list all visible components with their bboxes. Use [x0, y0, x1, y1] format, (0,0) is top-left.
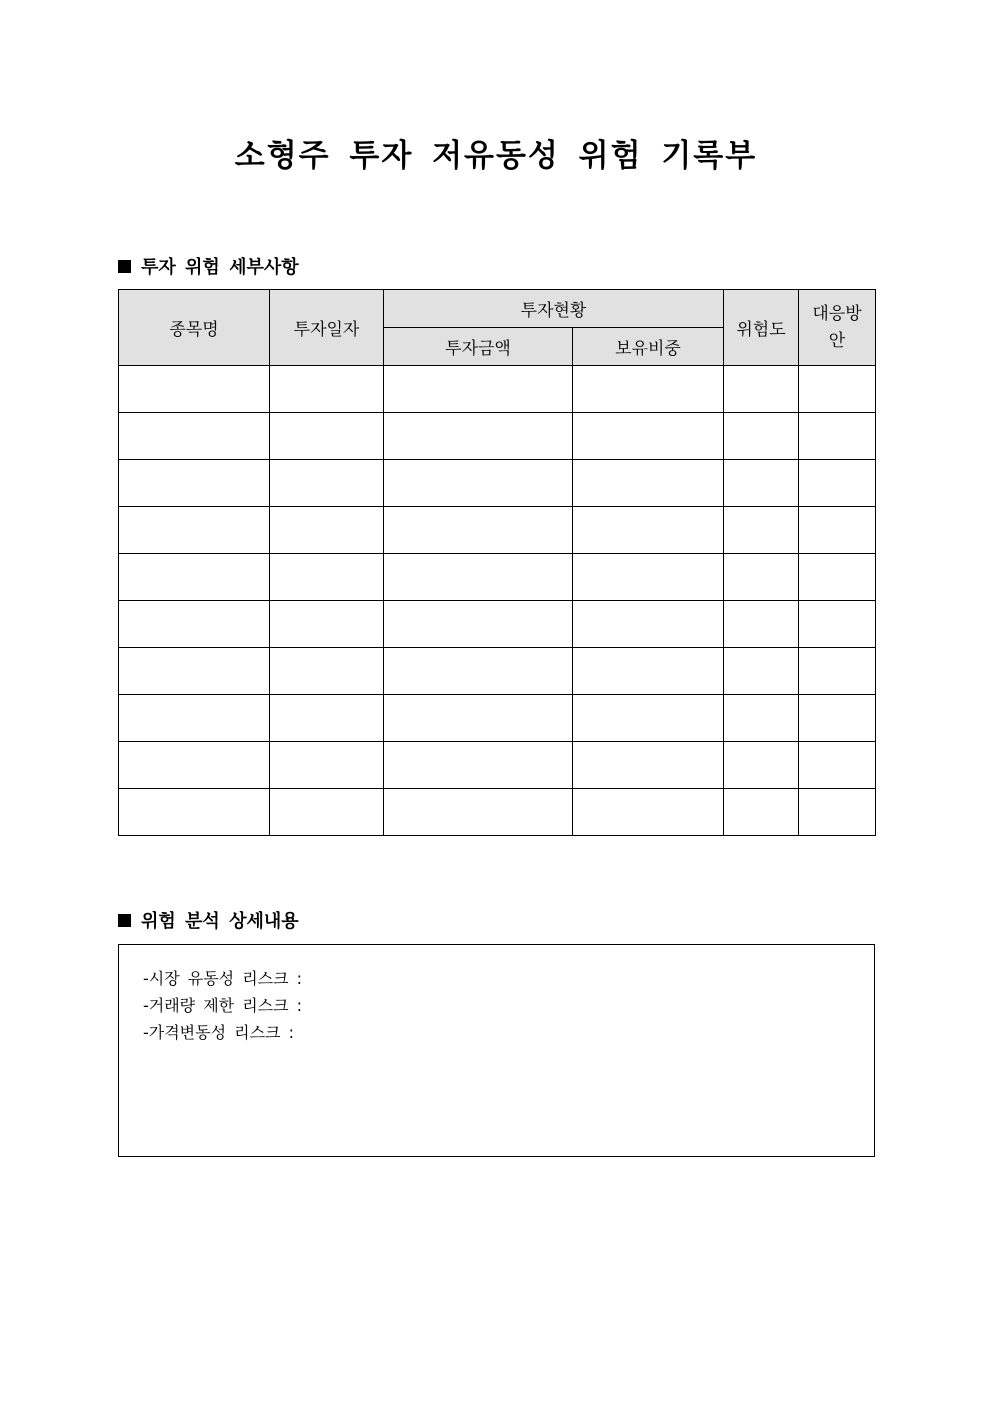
- page-title: 소형주 투자 저유동성 위험 기록부: [234, 138, 758, 174]
- table-cell[interactable]: [573, 554, 724, 601]
- table-row: [119, 554, 876, 601]
- risk-analysis-list: [143, 965, 874, 1046]
- section-heading-risk-analysis: [118, 907, 299, 933]
- table-cell[interactable]: [119, 695, 270, 742]
- table-cell[interactable]: [573, 742, 724, 789]
- table-row: [119, 366, 876, 413]
- section-heading-label: 투자 위험 세부사항: [141, 257, 299, 278]
- table-cell[interactable]: [119, 554, 270, 601]
- table-cell[interactable]: [270, 507, 384, 554]
- table-cell[interactable]: [384, 460, 573, 507]
- table-cell[interactable]: [270, 648, 384, 695]
- table-cell[interactable]: [119, 789, 270, 836]
- risk-details-table: [118, 289, 876, 836]
- table-cell[interactable]: [724, 413, 799, 460]
- header-risk-level: 위험도: [724, 290, 799, 366]
- table-cell[interactable]: [270, 413, 384, 460]
- table-cell[interactable]: [724, 601, 799, 648]
- header-invest-date: 투자일자: [270, 290, 384, 366]
- table-row: [119, 742, 876, 789]
- header-countermeasure: [799, 290, 876, 366]
- table-cell[interactable]: [724, 366, 799, 413]
- table-cell[interactable]: [573, 366, 724, 413]
- table-cell[interactable]: [384, 366, 573, 413]
- table-cell[interactable]: [799, 695, 876, 742]
- table-cell[interactable]: [799, 460, 876, 507]
- risk-analysis-line: -거래량 제한 리스크 :: [143, 996, 303, 1015]
- header-invest-status: 투자현황: [384, 290, 724, 328]
- table-cell[interactable]: [573, 413, 724, 460]
- table-cell[interactable]: [724, 648, 799, 695]
- table-cell[interactable]: [724, 742, 799, 789]
- table-row: [119, 648, 876, 695]
- table-cell[interactable]: [270, 601, 384, 648]
- section-heading-label: 위험 분석 상세내용: [141, 911, 299, 932]
- table-row: [119, 413, 876, 460]
- section-heading-risk-details: [118, 253, 299, 279]
- table-row: [119, 601, 876, 648]
- table-row: [119, 460, 876, 507]
- risk-analysis-box[interactable]: [118, 944, 875, 1157]
- table-row: [119, 695, 876, 742]
- table-cell[interactable]: [799, 789, 876, 836]
- table-cell[interactable]: [573, 648, 724, 695]
- table-cell[interactable]: [119, 742, 270, 789]
- table-cell[interactable]: [573, 601, 724, 648]
- table-cell[interactable]: [119, 366, 270, 413]
- header-item-name: 종목명: [119, 290, 270, 366]
- square-bullet-icon: [118, 260, 131, 273]
- table-cell[interactable]: [573, 507, 724, 554]
- table-cell[interactable]: [384, 742, 573, 789]
- table-cell[interactable]: [119, 601, 270, 648]
- table-cell[interactable]: [270, 742, 384, 789]
- table-cell[interactable]: [573, 460, 724, 507]
- table-cell[interactable]: [270, 789, 384, 836]
- table-cell[interactable]: [270, 554, 384, 601]
- table-cell[interactable]: [799, 507, 876, 554]
- table-cell[interactable]: [384, 413, 573, 460]
- table-cell[interactable]: [799, 413, 876, 460]
- table-cell[interactable]: [119, 648, 270, 695]
- square-bullet-icon: [118, 914, 131, 927]
- table-cell[interactable]: [270, 366, 384, 413]
- table-cell[interactable]: [384, 648, 573, 695]
- header-holding-ratio: 보유비중: [573, 328, 724, 366]
- table-cell[interactable]: [384, 554, 573, 601]
- table-cell[interactable]: [573, 789, 724, 836]
- table-cell[interactable]: [724, 789, 799, 836]
- table-cell[interactable]: [799, 601, 876, 648]
- table-cell[interactable]: [270, 695, 384, 742]
- table-cell[interactable]: [384, 695, 573, 742]
- table-cell[interactable]: [384, 601, 573, 648]
- header-countermeasure-label: 대응방안: [812, 303, 862, 351]
- table-row: [119, 507, 876, 554]
- table-cell[interactable]: [119, 413, 270, 460]
- table-cell[interactable]: [799, 554, 876, 601]
- table-cell[interactable]: [799, 742, 876, 789]
- table-cell[interactable]: [724, 695, 799, 742]
- table-cell[interactable]: [724, 460, 799, 507]
- risk-analysis-line: -가격변동성 리스크 :: [143, 1023, 294, 1042]
- table-cell[interactable]: [384, 789, 573, 836]
- table-cell[interactable]: [799, 648, 876, 695]
- table-cell[interactable]: [799, 366, 876, 413]
- table-cell[interactable]: [119, 460, 270, 507]
- table-row: [119, 789, 876, 836]
- table-cell[interactable]: [724, 507, 799, 554]
- header-invest-amount: 투자금액: [384, 328, 573, 366]
- table-cell[interactable]: [573, 695, 724, 742]
- table-cell[interactable]: [270, 460, 384, 507]
- risk-table-body: [119, 366, 876, 836]
- table-cell[interactable]: [724, 554, 799, 601]
- table-cell[interactable]: [119, 507, 270, 554]
- risk-analysis-line: -시장 유동성 리스크 :: [143, 969, 303, 988]
- table-cell[interactable]: [384, 507, 573, 554]
